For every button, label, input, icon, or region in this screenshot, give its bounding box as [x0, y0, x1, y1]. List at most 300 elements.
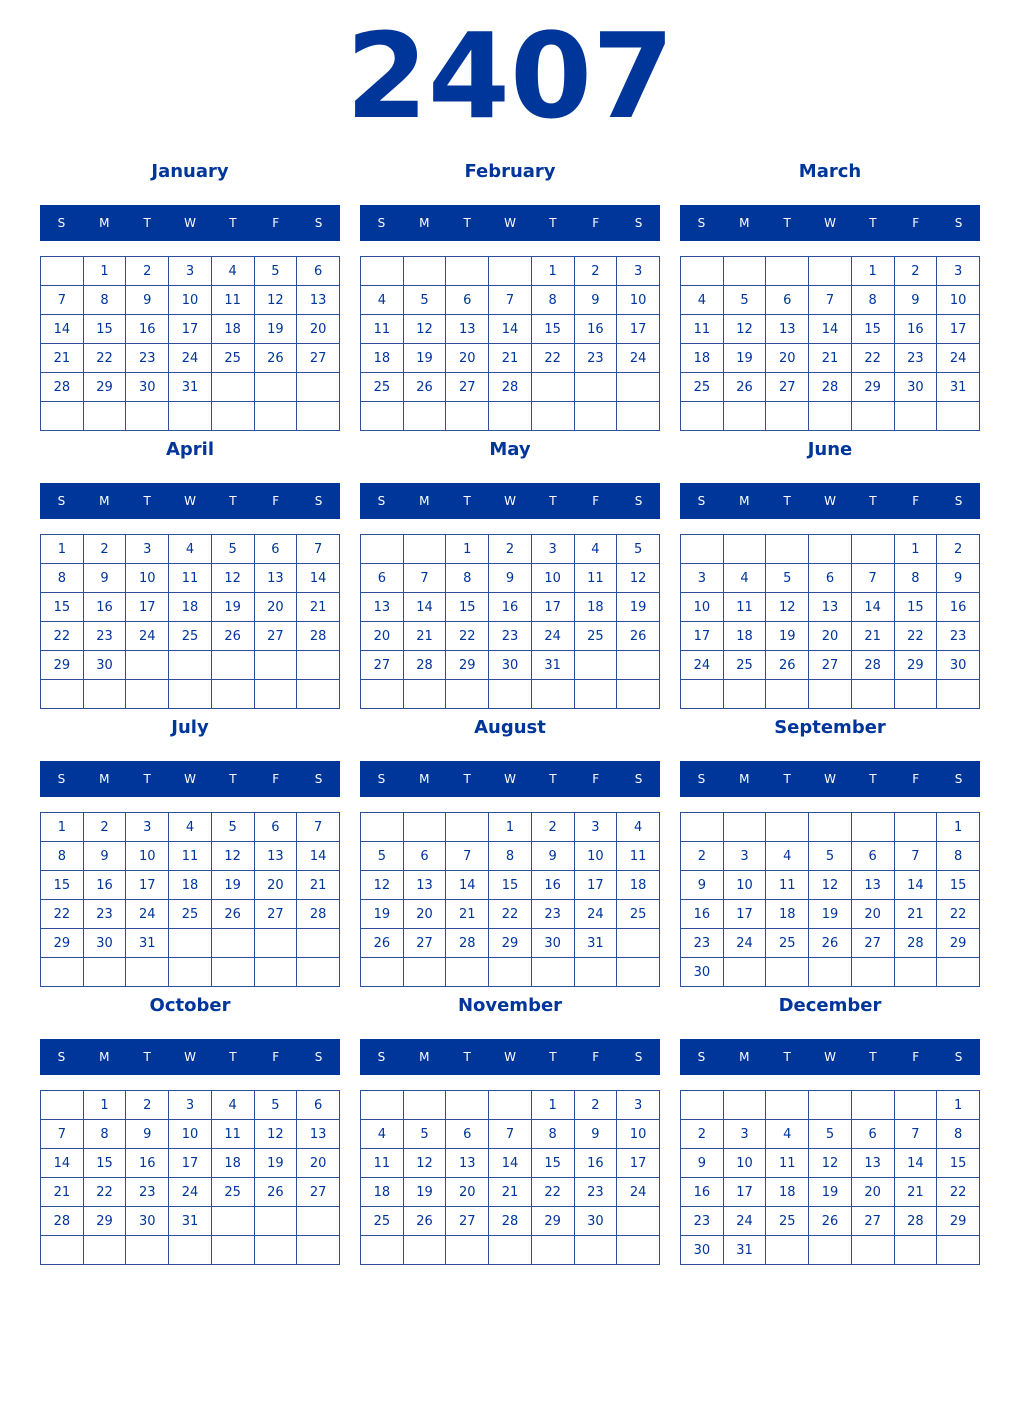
- week-row: [41, 1236, 340, 1265]
- day-cell: 3: [937, 257, 980, 286]
- day-cell: 22: [41, 900, 84, 929]
- weekday-header: W: [824, 216, 836, 230]
- day-cell: 5: [809, 842, 852, 871]
- empty-day-cell: [574, 680, 617, 709]
- empty-day-cell: [723, 680, 766, 709]
- weekday-header: T: [143, 772, 151, 786]
- empty-day-cell: [723, 1091, 766, 1120]
- day-cell: 24: [574, 900, 617, 929]
- day-cell: 13: [254, 564, 297, 593]
- week-row: [361, 900, 660, 929]
- empty-day-cell: [766, 1236, 809, 1265]
- weekday-header: M: [739, 494, 750, 508]
- month-title: January: [151, 161, 229, 182]
- weekday-header: T: [143, 494, 151, 508]
- day-cell: 4: [681, 286, 724, 315]
- day-cell: 1: [531, 257, 574, 286]
- week-row: [41, 1178, 340, 1207]
- day-cell: 15: [489, 871, 532, 900]
- day-cell: 26: [211, 900, 254, 929]
- empty-day-cell: [809, 535, 852, 564]
- day-cell: 17: [617, 1149, 660, 1178]
- empty-day-cell: [403, 1091, 446, 1120]
- day-cell: 20: [254, 871, 297, 900]
- day-cell: 15: [531, 1149, 574, 1178]
- day-cell: 30: [126, 1207, 169, 1236]
- week-row: [361, 1120, 660, 1149]
- empty-day-cell: [809, 1236, 852, 1265]
- weekday-header: S: [697, 1050, 706, 1064]
- day-cell: 25: [211, 344, 254, 373]
- day-cell: 6: [403, 842, 446, 871]
- day-cell: 6: [254, 535, 297, 564]
- weekday-header: M: [739, 772, 750, 786]
- weekday-header: T: [463, 216, 471, 230]
- day-cell: 24: [723, 929, 766, 958]
- empty-day-cell: [403, 813, 446, 842]
- weekday-header: F: [272, 216, 280, 230]
- day-cell: 4: [766, 1120, 809, 1149]
- empty-day-cell: [211, 1207, 254, 1236]
- day-cell: 6: [851, 1120, 894, 1149]
- weekday-header: S: [57, 494, 66, 508]
- day-cell: 9: [681, 871, 724, 900]
- day-cell: 31: [723, 1236, 766, 1265]
- weekday-header: F: [592, 216, 600, 230]
- empty-day-cell: [766, 257, 809, 286]
- empty-day-cell: [531, 958, 574, 987]
- empty-day-cell: [254, 1236, 297, 1265]
- day-cell: 30: [937, 651, 980, 680]
- day-cell: 26: [254, 1178, 297, 1207]
- day-cell: 20: [851, 1178, 894, 1207]
- day-cell: 3: [169, 257, 212, 286]
- day-cell: 24: [681, 651, 724, 680]
- day-cell: 20: [851, 900, 894, 929]
- empty-day-cell: [894, 813, 937, 842]
- day-cell: 29: [83, 373, 126, 402]
- empty-day-cell: [361, 958, 404, 987]
- empty-day-cell: [297, 651, 340, 680]
- day-cell: 16: [894, 315, 937, 344]
- week-row: [41, 1207, 340, 1236]
- day-cell: 16: [83, 871, 126, 900]
- day-cell: 17: [617, 315, 660, 344]
- day-cell: 7: [851, 564, 894, 593]
- day-cell: 6: [851, 842, 894, 871]
- weekday-header: S: [314, 1050, 323, 1064]
- empty-day-cell: [681, 1091, 724, 1120]
- day-cell: 29: [489, 929, 532, 958]
- day-cell: 10: [169, 1120, 212, 1149]
- empty-day-cell: [41, 1236, 84, 1265]
- day-cell: 6: [297, 1091, 340, 1120]
- day-cell: 4: [211, 1091, 254, 1120]
- day-cell: 21: [894, 900, 937, 929]
- weekday-header: S: [634, 216, 643, 230]
- day-grid: [360, 256, 660, 431]
- day-cell: 31: [574, 929, 617, 958]
- day-cell: 29: [937, 929, 980, 958]
- week-row: [41, 402, 340, 431]
- day-cell: 5: [361, 842, 404, 871]
- day-cell: 4: [169, 535, 212, 564]
- week-row: [41, 1149, 340, 1178]
- week-row: [361, 402, 660, 431]
- day-cell: 19: [211, 593, 254, 622]
- day-cell: 16: [126, 1149, 169, 1178]
- empty-day-cell: [126, 1236, 169, 1265]
- day-cell: 5: [403, 1120, 446, 1149]
- day-cell: 4: [361, 286, 404, 315]
- day-cell: 28: [851, 651, 894, 680]
- empty-day-cell: [574, 1236, 617, 1265]
- weekday-header: W: [504, 1050, 516, 1064]
- day-cell: 18: [211, 315, 254, 344]
- empty-day-cell: [361, 535, 404, 564]
- day-cell: 3: [681, 564, 724, 593]
- day-cell: 22: [851, 344, 894, 373]
- month-title: November: [457, 995, 563, 1016]
- empty-day-cell: [723, 535, 766, 564]
- day-cell: 22: [937, 1178, 980, 1207]
- day-cell: 12: [809, 871, 852, 900]
- day-cell: 6: [446, 1120, 489, 1149]
- day-cell: 18: [169, 593, 212, 622]
- empty-day-cell: [169, 402, 212, 431]
- day-cell: 21: [297, 871, 340, 900]
- day-cell: 24: [723, 1207, 766, 1236]
- week-row: [361, 257, 660, 286]
- day-cell: 15: [83, 315, 126, 344]
- empty-day-cell: [297, 373, 340, 402]
- empty-day-cell: [489, 1236, 532, 1265]
- day-cell: 18: [681, 344, 724, 373]
- day-cell: 5: [723, 286, 766, 315]
- week-row: [361, 344, 660, 373]
- week-row: [41, 257, 340, 286]
- month-title: February: [464, 161, 556, 182]
- weekday-header: W: [184, 772, 196, 786]
- day-cell: 21: [851, 622, 894, 651]
- day-cell: 24: [126, 900, 169, 929]
- day-cell: 20: [809, 622, 852, 651]
- day-cell: 11: [766, 1149, 809, 1178]
- weekday-header: S: [57, 216, 66, 230]
- empty-day-cell: [361, 680, 404, 709]
- day-cell: 27: [254, 622, 297, 651]
- weekday-header: S: [314, 494, 323, 508]
- day-cell: 25: [766, 929, 809, 958]
- day-cell: 2: [681, 842, 724, 871]
- day-cell: 27: [403, 929, 446, 958]
- day-cell: 21: [894, 1178, 937, 1207]
- day-cell: 30: [681, 958, 724, 987]
- day-cell: 28: [41, 1207, 84, 1236]
- weekday-header: M: [419, 1050, 430, 1064]
- empty-day-cell: [574, 651, 617, 680]
- day-cell: 20: [361, 622, 404, 651]
- day-cell: 11: [574, 564, 617, 593]
- day-grid: [40, 256, 340, 431]
- day-cell: 12: [254, 1120, 297, 1149]
- empty-day-cell: [211, 958, 254, 987]
- day-grid: [680, 534, 980, 709]
- day-cell: 11: [211, 1120, 254, 1149]
- empty-day-cell: [894, 1236, 937, 1265]
- empty-day-cell: [681, 257, 724, 286]
- week-row: [361, 1207, 660, 1236]
- day-cell: 11: [617, 842, 660, 871]
- day-cell: 15: [41, 593, 84, 622]
- day-cell: 8: [446, 564, 489, 593]
- empty-day-cell: [766, 402, 809, 431]
- day-cell: 5: [403, 286, 446, 315]
- day-cell: 2: [126, 1091, 169, 1120]
- empty-day-cell: [851, 402, 894, 431]
- weekday-header: M: [419, 216, 430, 230]
- day-cell: 9: [937, 564, 980, 593]
- day-cell: 12: [403, 1149, 446, 1178]
- day-cell: 26: [766, 651, 809, 680]
- day-cell: 29: [446, 651, 489, 680]
- day-cell: 23: [83, 622, 126, 651]
- empty-day-cell: [211, 402, 254, 431]
- week-row: [681, 535, 980, 564]
- day-cell: 20: [254, 593, 297, 622]
- day-cell: 19: [361, 900, 404, 929]
- day-cell: 8: [531, 1120, 574, 1149]
- weekday-header-bar: [680, 483, 980, 519]
- week-row: [41, 344, 340, 373]
- day-cell: 1: [83, 257, 126, 286]
- day-cell: 19: [617, 593, 660, 622]
- day-cell: 10: [126, 564, 169, 593]
- day-cell: 23: [126, 1178, 169, 1207]
- day-cell: 31: [169, 1207, 212, 1236]
- day-cell: 17: [681, 622, 724, 651]
- week-row: [41, 900, 340, 929]
- day-cell: 23: [574, 344, 617, 373]
- week-row: [361, 373, 660, 402]
- month-title: April: [165, 439, 215, 460]
- empty-day-cell: [211, 929, 254, 958]
- week-row: [681, 1207, 980, 1236]
- day-cell: 14: [41, 315, 84, 344]
- day-cell: 13: [297, 286, 340, 315]
- week-row: [681, 622, 980, 651]
- empty-day-cell: [617, 373, 660, 402]
- empty-day-cell: [851, 958, 894, 987]
- weekday-header: T: [549, 216, 557, 230]
- day-cell: 28: [489, 373, 532, 402]
- day-cell: 22: [41, 622, 84, 651]
- weekday-header: T: [869, 772, 877, 786]
- day-cell: 21: [809, 344, 852, 373]
- day-cell: 30: [83, 929, 126, 958]
- day-cell: 2: [894, 257, 937, 286]
- day-cell: 7: [894, 842, 937, 871]
- day-cell: 23: [531, 900, 574, 929]
- day-cell: 28: [41, 373, 84, 402]
- weekday-header: F: [592, 494, 600, 508]
- day-cell: 29: [83, 1207, 126, 1236]
- day-cell: 28: [894, 1207, 937, 1236]
- day-grid: [40, 812, 340, 987]
- weekday-header-bar: [40, 1039, 340, 1075]
- week-row: [361, 1149, 660, 1178]
- week-row: [41, 1120, 340, 1149]
- empty-day-cell: [126, 680, 169, 709]
- empty-day-cell: [446, 1236, 489, 1265]
- weekday-header: T: [143, 1050, 151, 1064]
- weekday-header: M: [99, 216, 110, 230]
- weekday-header: M: [739, 1050, 750, 1064]
- day-cell: 24: [937, 344, 980, 373]
- day-cell: 27: [254, 900, 297, 929]
- day-cell: 8: [894, 564, 937, 593]
- day-cell: 19: [211, 871, 254, 900]
- day-cell: 20: [403, 900, 446, 929]
- day-cell: 5: [211, 535, 254, 564]
- week-row: [41, 958, 340, 987]
- day-cell: 27: [446, 1207, 489, 1236]
- day-cell: 12: [254, 286, 297, 315]
- day-cell: 10: [723, 871, 766, 900]
- day-cell: 7: [894, 1120, 937, 1149]
- day-cell: 14: [446, 871, 489, 900]
- empty-day-cell: [766, 813, 809, 842]
- weekday-header: W: [824, 494, 836, 508]
- day-cell: 23: [681, 929, 724, 958]
- weekday-header: T: [229, 216, 237, 230]
- day-grid: [360, 1090, 660, 1265]
- empty-day-cell: [254, 651, 297, 680]
- empty-day-cell: [446, 680, 489, 709]
- day-cell: 9: [83, 564, 126, 593]
- day-cell: 21: [403, 622, 446, 651]
- day-cell: 19: [254, 315, 297, 344]
- weekday-header: F: [272, 1050, 280, 1064]
- day-cell: 23: [574, 1178, 617, 1207]
- empty-day-cell: [809, 257, 852, 286]
- weekday-header: F: [912, 216, 920, 230]
- day-cell: 18: [361, 1178, 404, 1207]
- empty-day-cell: [809, 1091, 852, 1120]
- week-row: [41, 593, 340, 622]
- day-cell: 19: [403, 1178, 446, 1207]
- day-cell: 9: [574, 286, 617, 315]
- week-row: [681, 315, 980, 344]
- day-cell: 3: [126, 535, 169, 564]
- day-grid: [680, 1090, 980, 1265]
- empty-day-cell: [574, 373, 617, 402]
- day-cell: 31: [169, 373, 212, 402]
- day-cell: 28: [297, 622, 340, 651]
- day-cell: 15: [531, 315, 574, 344]
- empty-day-cell: [809, 958, 852, 987]
- weekday-header: F: [592, 772, 600, 786]
- empty-day-cell: [126, 651, 169, 680]
- day-cell: 2: [83, 813, 126, 842]
- day-cell: 22: [83, 1178, 126, 1207]
- weekday-header: T: [229, 1050, 237, 1064]
- day-cell: 11: [211, 286, 254, 315]
- day-cell: 31: [531, 651, 574, 680]
- week-row: [361, 813, 660, 842]
- month-title: May: [489, 439, 531, 460]
- empty-day-cell: [531, 1236, 574, 1265]
- day-cell: 17: [126, 871, 169, 900]
- weekday-header: S: [954, 1050, 963, 1064]
- week-row: [681, 842, 980, 871]
- day-cell: 28: [489, 1207, 532, 1236]
- weekday-header-bar: [40, 483, 340, 519]
- day-cell: 10: [937, 286, 980, 315]
- day-cell: 18: [766, 1178, 809, 1207]
- week-row: [681, 1236, 980, 1265]
- day-cell: 4: [617, 813, 660, 842]
- day-cell: 15: [937, 871, 980, 900]
- month-title: October: [149, 995, 231, 1016]
- week-row: [681, 1178, 980, 1207]
- empty-day-cell: [41, 680, 84, 709]
- day-cell: 9: [126, 1120, 169, 1149]
- day-cell: 9: [574, 1120, 617, 1149]
- weekday-header: S: [314, 772, 323, 786]
- weekday-header: M: [419, 494, 430, 508]
- week-row: [681, 373, 980, 402]
- day-cell: 15: [894, 593, 937, 622]
- day-cell: 8: [937, 1120, 980, 1149]
- day-cell: 6: [361, 564, 404, 593]
- day-cell: 13: [851, 1149, 894, 1178]
- week-row: [681, 1091, 980, 1120]
- day-cell: 18: [361, 344, 404, 373]
- month-title: July: [171, 717, 209, 738]
- day-cell: 12: [211, 564, 254, 593]
- day-cell: 6: [254, 813, 297, 842]
- week-row: [361, 593, 660, 622]
- weekday-header: S: [377, 1050, 386, 1064]
- day-cell: 16: [531, 871, 574, 900]
- day-cell: 6: [297, 257, 340, 286]
- weekday-header: T: [463, 1050, 471, 1064]
- day-cell: 3: [574, 813, 617, 842]
- week-row: [361, 1236, 660, 1265]
- day-cell: 7: [489, 286, 532, 315]
- weekday-header: W: [184, 494, 196, 508]
- day-cell: 1: [937, 1091, 980, 1120]
- empty-day-cell: [531, 680, 574, 709]
- day-cell: 20: [446, 1178, 489, 1207]
- weekday-header: T: [783, 494, 791, 508]
- day-cell: 25: [574, 622, 617, 651]
- day-grid: [40, 1090, 340, 1265]
- day-cell: 8: [489, 842, 532, 871]
- empty-day-cell: [41, 1091, 84, 1120]
- weekday-header: T: [869, 494, 877, 508]
- empty-day-cell: [531, 373, 574, 402]
- day-cell: 27: [766, 373, 809, 402]
- day-cell: 7: [809, 286, 852, 315]
- weekday-header: T: [549, 1050, 557, 1064]
- empty-day-cell: [851, 1091, 894, 1120]
- day-cell: 27: [809, 651, 852, 680]
- day-cell: 28: [809, 373, 852, 402]
- empty-day-cell: [574, 402, 617, 431]
- weekday-header: W: [184, 216, 196, 230]
